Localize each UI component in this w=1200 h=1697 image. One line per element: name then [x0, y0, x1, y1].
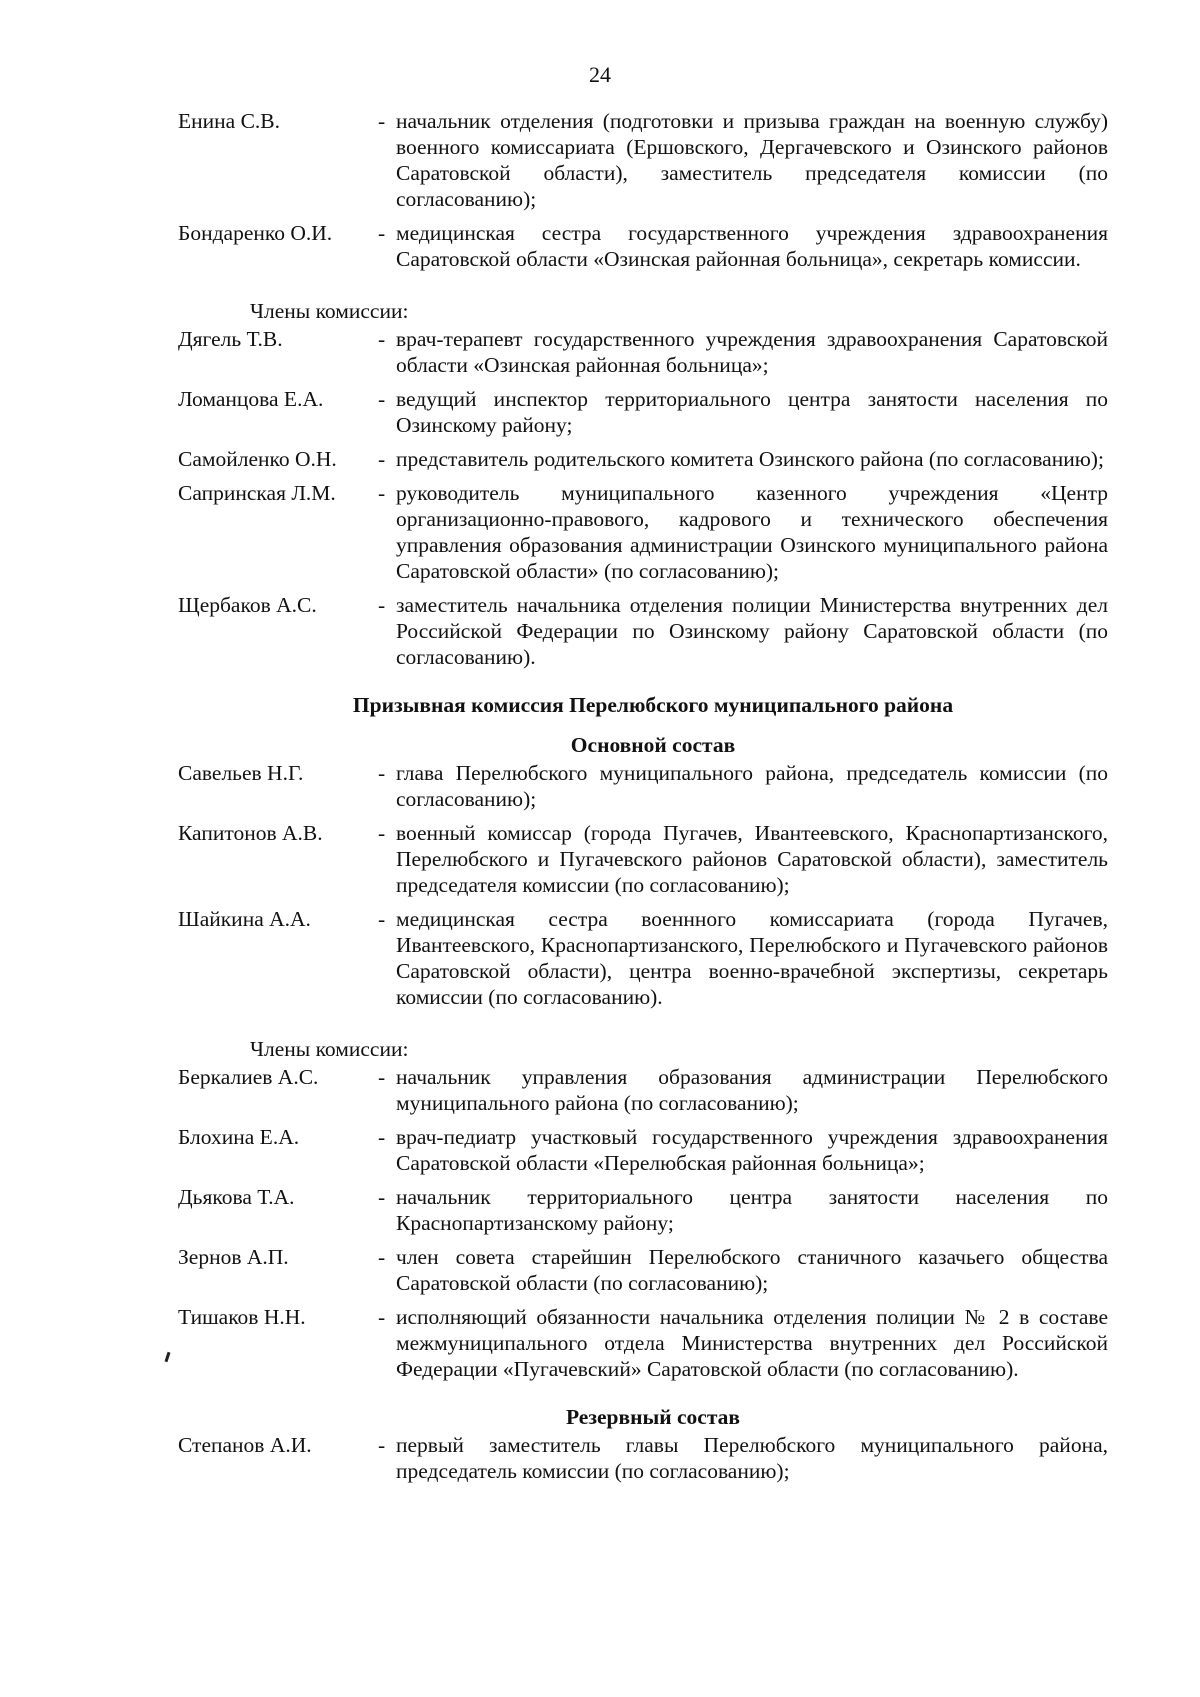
page-number: 24 [589, 62, 611, 87]
list-item [178, 1244, 1108, 1296]
person-role: начальник управления образования администрации Перелюбского муниципального района (по согласованию); [396, 1065, 1108, 1115]
person-role: первый заместитель главы Перелюбского муниципального района, председатель комиссии (по согласованию); [396, 1433, 1108, 1483]
reserve-composition-title: Резервный состав [565, 1405, 741, 1429]
list-item [178, 480, 1108, 584]
person-name: Щербаков А.С. [178, 593, 317, 617]
person-role: заместитель начальника отделения полиции Министерства внутренних дел Российской Федерации по Озинскому району Саратовской области (по согласованию). [396, 593, 1108, 669]
person-name: Сапринская Л.М. [178, 481, 336, 505]
list-item [178, 1304, 1108, 1382]
dash: - [378, 1125, 386, 1149]
person-name: Савельев Н.Г. [178, 761, 304, 785]
person-name: Шайкина А.А. [178, 907, 311, 931]
dash: - [378, 109, 386, 133]
dash: - [378, 1185, 386, 1209]
list-item [178, 906, 1108, 1010]
dash: - [378, 1245, 386, 1269]
list-item [178, 326, 1108, 378]
dash: - [378, 221, 386, 245]
members-heading: Члены комиссии: [250, 299, 409, 323]
list-item [178, 1432, 1108, 1484]
dash: - [378, 1433, 386, 1457]
person-name: Капитонов А.В. [178, 821, 323, 845]
person-role: ведущий инспектор территориального центра занятости населения по Озинскому району; [396, 387, 1108, 437]
person-role: врач-педиатр участковый государственного учреждения здравоохранения Саратовской области «Перелюбская районная больница»; [396, 1125, 1108, 1175]
person-role: медицинская сестра государственного учреждения здравоохранения Саратовской области «Озинская районная больница», секретарь комиссии. [396, 221, 1108, 271]
person-name: Енина С.В. [178, 109, 280, 133]
dash: - [378, 387, 386, 411]
person-role: военный комиссар (города Пугачев, Ивантеевского, Краснопартизанского, Перелюбского и Пугачевского районов Саратовской области), заместитель председателя комиссии (по согласованию); [396, 821, 1108, 897]
dash: - [378, 821, 386, 845]
person-name: Блохина Е.А. [178, 1125, 300, 1149]
list-item [178, 1124, 1108, 1176]
person-role: медицинская сестра военнного комиссариата (города Пугачев, Ивантеевского, Краснопартизанского, Перелюбского и Пугачевского районов Саратовской области), центра военно-врачебной экспертизы, секретарь комиссии (по согласованию). [396, 907, 1108, 1009]
person-name: Беркалиев А.С. [178, 1065, 319, 1089]
list-item [178, 108, 1108, 212]
list-item [178, 820, 1108, 898]
dash: - [378, 907, 386, 931]
list-item [178, 1184, 1108, 1236]
person-name: Зернов А.П. [178, 1245, 289, 1269]
person-role: руководитель муниципального казенного учреждения «Центр организационно-правового, кадрового и технического обеспечения управления образования администрации Озинского муниципального района Саратовской области» (по согласованию); [396, 481, 1108, 583]
person-name: Дьякова Т.А. [178, 1185, 295, 1209]
list-item [178, 1064, 1108, 1116]
person-name: Тишаков Н.Н. [178, 1305, 306, 1329]
person-name: Самойленко О.Н. [178, 447, 337, 471]
main-composition-title: Основной состав [570, 733, 736, 757]
person-role: представитель родительского комитета Озинского района (по согласованию); [396, 447, 1104, 471]
dash: - [378, 593, 386, 617]
person-role: исполняющий обязанности начальника отделения полиции № 2 в составе межмуниципального отдела Министерства внутренних дел Российской Федерации «Пугачевский» Саратовской области (по согласованию). [396, 1305, 1108, 1381]
person-role: врач-терапевт государственного учреждения здравоохранения Саратовской области «Озинская районная больница»; [396, 327, 1108, 377]
person-name: Дягель Т.В. [178, 327, 283, 351]
commission-title: Призывная комиссия Перелюбского муниципального района [352, 693, 954, 717]
dash: - [378, 761, 386, 785]
person-name: Степанов А.И. [178, 1433, 312, 1457]
person-role: глава Перелюбского муниципального района, председатель комиссии (по согласованию); [396, 761, 1108, 811]
list-item [178, 220, 1108, 272]
list-item [178, 386, 1108, 438]
person-role: член совета старейшин Перелюбского станичного казачьего общества Саратовской области (по согласованию); [396, 1245, 1108, 1295]
person-name: Ломанцова Е.А. [178, 387, 324, 411]
dash: - [378, 1065, 386, 1089]
list-item [178, 592, 1108, 670]
document-body [178, 108, 1108, 1492]
list-item [178, 446, 1108, 472]
person-role: начальник территориального центра занятости населения по Краснопартизанскому району; [396, 1185, 1108, 1235]
scan-mark [165, 1352, 171, 1362]
dash: - [378, 481, 386, 505]
members-heading: Члены комиссии: [250, 1037, 409, 1061]
dash: - [378, 327, 386, 351]
list-item [178, 760, 1108, 812]
dash: - [378, 1305, 386, 1329]
person-name: Бондаренко О.И. [178, 221, 333, 245]
person-role: начальник отделения (подготовки и призыва граждан на военную службу) военного комиссариата (Ершовского, Дергачевского и Озинского районов Саратовской области), заместитель председателя комиссии (по согласованию); [396, 109, 1108, 211]
dash: - [378, 447, 386, 471]
